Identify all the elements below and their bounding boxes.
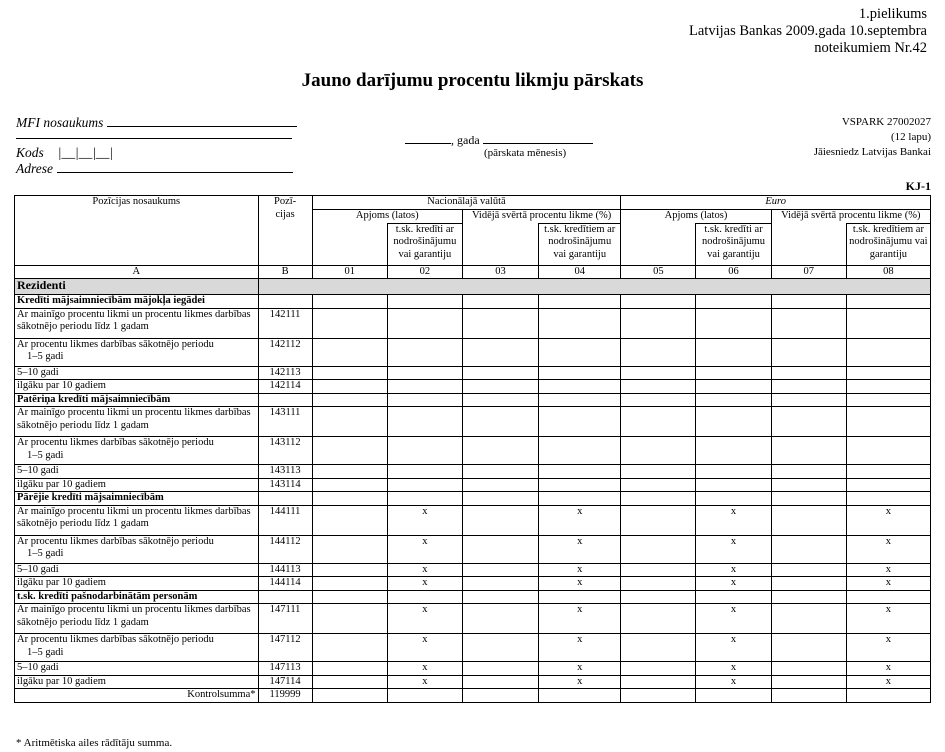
data-cell[interactable] [312,308,387,338]
data-cell[interactable] [621,689,696,703]
data-cell[interactable] [771,437,846,465]
data-cell[interactable] [621,634,696,662]
na-mark: x [539,505,621,535]
data-cell[interactable] [539,308,621,338]
data-cell[interactable] [696,689,771,703]
data-cell[interactable] [387,465,462,479]
position-code: 142114 [258,380,312,394]
data-cell[interactable] [846,338,930,366]
data-cell[interactable] [462,590,538,604]
data-cell[interactable] [462,366,538,380]
row-label-sub: 1–5 gadi [27,351,64,362]
position-code: 147113 [258,662,312,676]
data-cell[interactable] [387,338,462,366]
row-label: Ar mainīgo procentu likmi un procentu likmes darbības sākotnējo periodu līdz 1 gadam [15,604,259,634]
data-cell[interactable] [462,505,538,535]
na-mark: x [846,505,930,535]
data-cell[interactable] [312,393,387,407]
na-mark: x [696,535,771,563]
data-cell[interactable] [539,492,621,506]
data-cell[interactable] [539,407,621,437]
row-label: 5–10 gadi [15,662,259,676]
data-cell[interactable] [771,577,846,591]
section-title: Patēriņa kredīti mājsaimniecībām [15,393,259,407]
row-label-sub: 1–5 gadi [27,548,64,559]
data-cell[interactable] [462,577,538,591]
na-mark: x [539,662,621,676]
data-cell[interactable] [621,465,696,479]
data-cell[interactable] [771,590,846,604]
row-label-main: Ar procentu likmes darbības sākotnējo periodu [17,338,214,350]
data-cell[interactable] [621,590,696,604]
data-cell[interactable] [462,662,538,676]
data-cell[interactable] [539,295,621,309]
data-cell[interactable] [771,634,846,662]
na-mark: x [846,535,930,563]
data-cell[interactable] [846,380,930,394]
data-cell[interactable] [312,380,387,394]
data-cell[interactable] [312,535,387,563]
position-code: 143113 [258,465,312,479]
residents-heading-fill [258,279,930,295]
data-cell[interactable] [696,366,771,380]
data-cell[interactable] [312,563,387,577]
data-cell[interactable] [771,308,846,338]
col-header-incl-credit: t.sk. kredīti ar nodrošinājumu vai garantiju [387,223,462,265]
position-code: 144113 [258,563,312,577]
page-count: (12 lapu) [890,131,931,143]
data-cell[interactable] [771,662,846,676]
data-cell[interactable] [846,689,930,703]
empty-code-cell [258,295,312,309]
col-header-rate-eur: Vidējā svērtā procentu likme (%) [771,210,930,224]
form-code: VSPARK 27002027 [841,116,931,128]
data-cell[interactable] [621,437,696,465]
position-code: 142111 [258,308,312,338]
data-cell[interactable] [462,380,538,394]
na-mark: x [696,634,771,662]
kods-boxes: |__|__|__| [57,145,114,160]
data-cell[interactable] [462,689,538,703]
regulation-number: noteikumiem Nr.42 [814,40,927,56]
data-cell[interactable] [312,407,387,437]
na-mark: x [387,634,462,662]
data-cell[interactable] [312,662,387,676]
data-cell[interactable] [312,505,387,535]
data-cell[interactable] [312,675,387,689]
data-cell[interactable] [539,465,621,479]
period-field[interactable] [405,130,593,148]
data-cell[interactable] [462,465,538,479]
residents-heading: Rezidenti [15,279,259,295]
col-letter: 04 [539,265,621,279]
na-mark: x [387,535,462,563]
data-cell[interactable] [387,393,462,407]
data-cell[interactable] [621,308,696,338]
data-cell[interactable] [696,437,771,465]
data-cell[interactable] [539,437,621,465]
data-cell[interactable] [312,577,387,591]
mfi-name-field[interactable] [16,113,297,132]
row-label: 5–10 gadi [15,465,259,479]
section-title: Kredīti mājsaimniecībām mājokļa iegādei [15,295,259,309]
checksum-code: 119999 [258,689,312,703]
data-cell[interactable] [696,465,771,479]
data-cell[interactable] [462,393,538,407]
col-header-empty [462,223,538,265]
data-cell[interactable] [846,437,930,465]
na-mark: x [387,604,462,634]
na-mark: x [846,604,930,634]
data-cell[interactable] [539,366,621,380]
col-header-national: Nacionālajā valūtā [312,196,621,210]
data-cell[interactable] [771,393,846,407]
col-header-name: Pozīcijas nosaukums [15,196,259,266]
row-label: ilgāku par 10 gadiem [15,675,259,689]
na-mark: x [846,634,930,662]
data-cell[interactable] [771,675,846,689]
data-cell[interactable] [387,380,462,394]
data-cell[interactable] [539,380,621,394]
col-header-empty [312,223,387,265]
col-letter: B [258,265,312,279]
position-code: 142113 [258,366,312,380]
row-label-sub: 1–5 gadi [27,449,64,461]
data-cell[interactable] [387,308,462,338]
data-cell[interactable] [462,675,538,689]
position-code: 144112 [258,535,312,563]
data-cell[interactable] [696,478,771,492]
data-cell[interactable] [621,295,696,309]
data-cell[interactable] [387,295,462,309]
form-id: KJ-1 [905,179,931,193]
na-mark: x [539,563,621,577]
row-label: 5–10 gadi [15,366,259,380]
col-letter: 08 [846,265,930,279]
row-label-main: Ar procentu likmes darbības sākotnējo periodu [17,535,214,547]
row-label [15,634,259,662]
position-code: 142112 [258,338,312,366]
data-cell[interactable] [312,634,387,662]
na-mark: x [696,563,771,577]
data-cell[interactable] [621,478,696,492]
col-header-euro: Euro [621,196,931,210]
na-mark: x [539,604,621,634]
row-label [15,338,259,366]
data-cell[interactable] [621,492,696,506]
data-cell[interactable] [462,437,538,465]
data-cell[interactable] [387,366,462,380]
data-cell[interactable] [771,366,846,380]
empty-code-cell [258,393,312,407]
data-cell[interactable] [462,634,538,662]
position-code: 147114 [258,675,312,689]
checksum-label: Kontrolsumma* [15,689,259,703]
data-cell[interactable] [312,295,387,309]
data-cell[interactable] [621,338,696,366]
data-cell[interactable] [621,662,696,676]
data-cell[interactable] [771,380,846,394]
na-mark: x [387,563,462,577]
data-cell[interactable] [462,308,538,338]
na-mark: x [387,662,462,676]
data-cell[interactable] [771,478,846,492]
col-header-incl-credit: t.sk. kredīti ar nodrošinājumu vai garantiju [696,223,771,265]
data-cell[interactable] [312,338,387,366]
data-cell[interactable] [846,590,930,604]
data-cell[interactable] [621,604,696,634]
data-cell[interactable] [312,604,387,634]
na-mark: x [539,577,621,591]
data-cell[interactable] [696,380,771,394]
data-cell[interactable] [621,407,696,437]
col-letter: 05 [621,265,696,279]
data-cell[interactable] [771,689,846,703]
data-cell[interactable] [462,492,538,506]
data-cell[interactable] [621,393,696,407]
data-cell[interactable] [312,465,387,479]
row-label: Ar mainīgo procentu likmi un procentu likmes darbības sākotnējo periodu līdz 1 gadam [15,308,259,338]
row-label: ilgāku par 10 gadiem [15,380,259,394]
data-cell[interactable] [539,393,621,407]
data-cell[interactable] [462,295,538,309]
position-code: 144111 [258,505,312,535]
data-cell[interactable] [387,407,462,437]
col-header-position: Pozī- cijas [258,196,312,266]
data-cell[interactable] [462,407,538,437]
page-title: Jauno darījumu procentu likmju pārskats [301,70,644,91]
data-cell[interactable] [846,393,930,407]
data-cell[interactable] [387,689,462,703]
section-title: Pārējie kredīti mājsaimniecībām [15,492,259,506]
row-label-sub: 1–5 gadi [27,646,64,658]
na-mark: x [846,563,930,577]
row-label-main: Ar procentu likmes darbības sākotnējo periodu [17,634,214,645]
col-letter: A [15,265,259,279]
data-cell[interactable] [462,338,538,366]
data-cell[interactable] [846,295,930,309]
col-letter: 06 [696,265,771,279]
data-cell[interactable] [539,590,621,604]
position-code: 143114 [258,478,312,492]
data-cell[interactable] [539,689,621,703]
mfi-name-label: MFI nosaukums [16,115,104,130]
position-code: 147112 [258,634,312,662]
data-cell[interactable] [696,407,771,437]
row-label: ilgāku par 10 gadiem [15,577,259,591]
empty-code-cell [258,590,312,604]
data-cell[interactable] [312,689,387,703]
na-mark: x [539,675,621,689]
data-cell[interactable] [696,492,771,506]
data-cell[interactable] [387,478,462,492]
mfi-name-line-2 [16,138,292,139]
mfi-name-line [107,113,297,127]
data-cell[interactable] [846,308,930,338]
na-mark: x [696,577,771,591]
data-cell[interactable] [696,393,771,407]
na-mark: x [696,662,771,676]
col-header-empty [771,223,846,265]
row-label: Ar mainīgo procentu likmi un procentu likmes darbības sākotnējo periodu līdz 1 gadam [15,407,259,437]
data-cell[interactable] [846,366,930,380]
data-cell[interactable] [312,590,387,604]
row-label [15,535,259,563]
na-mark: x [696,505,771,535]
data-cell[interactable] [621,380,696,394]
data-cell[interactable] [621,535,696,563]
data-cell[interactable] [387,437,462,465]
na-mark: x [696,675,771,689]
na-mark: x [539,634,621,662]
data-cell[interactable] [771,465,846,479]
data-cell[interactable] [312,478,387,492]
data-cell[interactable] [621,505,696,535]
data-cell[interactable] [462,535,538,563]
adrese-line [57,159,293,173]
submit-to: Jāiesniedz Latvijas Bankai [813,146,931,158]
year-line [483,130,593,144]
data-cell[interactable] [539,338,621,366]
col-letter: 07 [771,265,846,279]
col-letter: 02 [387,265,462,279]
na-mark: x [696,604,771,634]
month-line [405,130,451,144]
appendix-label: 1.pielikums [858,6,927,22]
col-letter: 03 [462,265,538,279]
data-cell[interactable] [846,478,930,492]
data-cell[interactable] [696,308,771,338]
row-label: 5–10 gadi [15,563,259,577]
col-header-incl-rate: t.sk. kredītiem ar nodrošinājumu vai garantiju [539,223,621,265]
data-cell[interactable] [771,492,846,506]
na-mark: x [846,675,930,689]
col-header-incl-rate: t.sk. kredītiem ar nodrošinājumu vai garantiju [846,223,930,265]
na-mark: x [387,675,462,689]
data-cell[interactable] [312,366,387,380]
data-cell[interactable] [387,492,462,506]
na-mark: x [387,577,462,591]
data-cell[interactable] [312,492,387,506]
data-cell[interactable] [696,295,771,309]
na-mark: x [387,505,462,535]
data-cell[interactable] [621,675,696,689]
data-cell[interactable] [312,437,387,465]
gada-label: , gada [451,133,480,147]
data-cell[interactable] [771,563,846,577]
data-cell[interactable] [771,338,846,366]
col-header-empty [621,223,696,265]
data-cell[interactable] [771,604,846,634]
period-note: (pārskata mēnesis) [484,147,567,159]
position-code: 144114 [258,577,312,591]
col-letter: 01 [312,265,387,279]
data-cell[interactable] [846,407,930,437]
empty-code-cell [258,492,312,506]
data-cell[interactable] [539,478,621,492]
data-cell[interactable] [771,505,846,535]
data-cell[interactable] [846,492,930,506]
regulation-date: Latvijas Bankas 2009.gada 10.septembra [689,23,927,39]
data-cell[interactable] [771,407,846,437]
row-label: Ar mainīgo procentu likmi un procentu likmes darbības sākotnējo periodu līdz 1 gadam [15,505,259,535]
data-cell[interactable] [621,563,696,577]
col-header-rate-nat: Vidējā svērtā procentu likme (%) [462,210,620,224]
col-header-volume-eur: Apjoms (latos) [621,210,771,224]
data-cell[interactable] [771,295,846,309]
rates-table [14,195,931,703]
row-label [15,437,259,465]
data-cell[interactable] [462,478,538,492]
data-cell[interactable] [621,577,696,591]
data-cell[interactable] [846,465,930,479]
data-cell[interactable] [387,590,462,604]
data-cell[interactable] [621,366,696,380]
row-label: ilgāku par 10 gadiem [15,478,259,492]
data-cell[interactable] [462,604,538,634]
data-cell[interactable] [462,563,538,577]
data-cell[interactable] [696,590,771,604]
position-code: 147111 [258,604,312,634]
adrese-field[interactable] [16,159,293,178]
section-title: t.sk. kredīti pašnodarbinātām personām [15,590,259,604]
footnote: * Aritmētiska ailes rādītāju summa. [16,737,173,749]
data-cell[interactable] [771,535,846,563]
na-mark: x [539,535,621,563]
na-mark: x [846,662,930,676]
position-code: 143111 [258,407,312,437]
na-mark: x [846,577,930,591]
row-label-main: Ar procentu likmes darbības sākotnējo periodu [17,437,214,448]
table-body [15,295,931,689]
adrese-label: Adrese [16,161,53,176]
position-code: 143112 [258,437,312,465]
data-cell[interactable] [696,338,771,366]
kods-label: Kods [16,145,44,160]
col-header-volume-nat: Apjoms (latos) [312,210,462,224]
